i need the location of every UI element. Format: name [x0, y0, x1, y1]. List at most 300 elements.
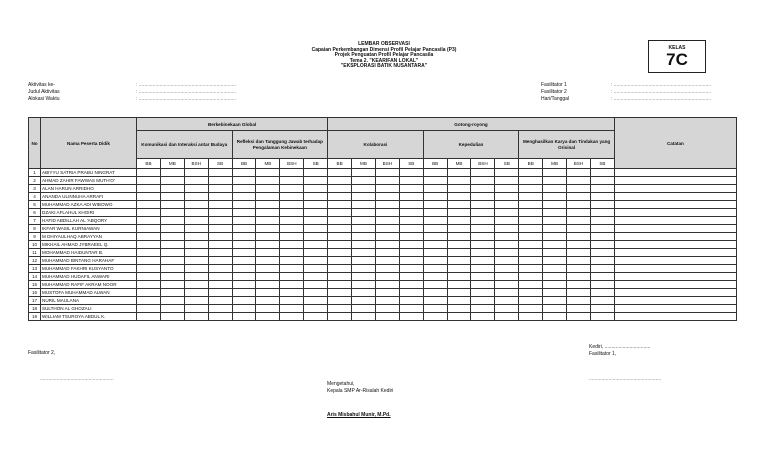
score-cell[interactable]: [375, 289, 399, 297]
score-cell[interactable]: [447, 297, 471, 305]
score-cell[interactable]: [519, 177, 543, 185]
score-cell[interactable]: [256, 273, 280, 281]
score-cell[interactable]: [184, 193, 208, 201]
score-cell[interactable]: [471, 217, 495, 225]
score-cell[interactable]: [590, 257, 614, 265]
score-cell[interactable]: [137, 249, 161, 257]
score-cell[interactable]: [280, 305, 304, 313]
score-cell[interactable]: [567, 289, 591, 297]
score-cell[interactable]: [328, 297, 352, 305]
score-cell[interactable]: [184, 281, 208, 289]
score-cell[interactable]: [423, 185, 447, 193]
score-cell[interactable]: [375, 297, 399, 305]
score-cell[interactable]: [160, 225, 184, 233]
score-cell[interactable]: [280, 185, 304, 193]
score-cell[interactable]: [137, 201, 161, 209]
score-cell[interactable]: [471, 241, 495, 249]
score-cell[interactable]: [399, 241, 423, 249]
score-cell[interactable]: [232, 257, 256, 265]
score-cell[interactable]: [352, 185, 376, 193]
score-cell[interactable]: [137, 241, 161, 249]
score-cell[interactable]: [567, 209, 591, 217]
score-cell[interactable]: [352, 233, 376, 241]
score-cell[interactable]: [590, 177, 614, 185]
score-cell[interactable]: [495, 281, 519, 289]
score-cell[interactable]: [208, 233, 232, 241]
score-cell[interactable]: [423, 225, 447, 233]
score-cell[interactable]: [447, 273, 471, 281]
score-cell[interactable]: [280, 281, 304, 289]
score-cell[interactable]: [184, 185, 208, 193]
score-cell[interactable]: [208, 281, 232, 289]
score-cell[interactable]: [280, 265, 304, 273]
score-cell[interactable]: [543, 249, 567, 257]
score-cell[interactable]: [137, 289, 161, 297]
score-cell[interactable]: [423, 177, 447, 185]
score-cell[interactable]: [447, 289, 471, 297]
score-cell[interactable]: [137, 193, 161, 201]
score-cell[interactable]: [256, 201, 280, 209]
score-cell[interactable]: [590, 169, 614, 177]
score-cell[interactable]: [232, 233, 256, 241]
score-cell[interactable]: [304, 257, 328, 265]
score-cell[interactable]: [208, 297, 232, 305]
notes-cell[interactable]: [614, 225, 736, 233]
score-cell[interactable]: [447, 169, 471, 177]
score-cell[interactable]: [280, 177, 304, 185]
score-cell[interactable]: [304, 209, 328, 217]
score-cell[interactable]: [256, 241, 280, 249]
score-cell[interactable]: [447, 209, 471, 217]
score-cell[interactable]: [519, 193, 543, 201]
score-cell[interactable]: [375, 249, 399, 257]
score-cell[interactable]: [232, 201, 256, 209]
notes-cell[interactable]: [614, 297, 736, 305]
score-cell[interactable]: [495, 297, 519, 305]
score-cell[interactable]: [160, 217, 184, 225]
score-cell[interactable]: [280, 201, 304, 209]
score-cell[interactable]: [543, 297, 567, 305]
score-cell[interactable]: [280, 297, 304, 305]
notes-cell[interactable]: [614, 289, 736, 297]
score-cell[interactable]: [137, 313, 161, 321]
score-cell[interactable]: [423, 209, 447, 217]
score-cell[interactable]: [567, 281, 591, 289]
score-cell[interactable]: [232, 209, 256, 217]
score-cell[interactable]: [160, 177, 184, 185]
score-cell[interactable]: [423, 265, 447, 273]
score-cell[interactable]: [375, 177, 399, 185]
score-cell[interactable]: [447, 313, 471, 321]
score-cell[interactable]: [471, 201, 495, 209]
score-cell[interactable]: [280, 313, 304, 321]
score-cell[interactable]: [304, 185, 328, 193]
score-cell[interactable]: [280, 209, 304, 217]
notes-cell[interactable]: [614, 217, 736, 225]
score-cell[interactable]: [519, 201, 543, 209]
score-cell[interactable]: [352, 289, 376, 297]
score-cell[interactable]: [328, 241, 352, 249]
score-cell[interactable]: [447, 257, 471, 265]
score-cell[interactable]: [208, 265, 232, 273]
score-cell[interactable]: [280, 241, 304, 249]
score-cell[interactable]: [328, 249, 352, 257]
score-cell[interactable]: [447, 241, 471, 249]
score-cell[interactable]: [495, 249, 519, 257]
score-cell[interactable]: [232, 169, 256, 177]
score-cell[interactable]: [519, 241, 543, 249]
notes-cell[interactable]: [614, 305, 736, 313]
score-cell[interactable]: [352, 305, 376, 313]
score-cell[interactable]: [543, 241, 567, 249]
score-cell[interactable]: [160, 201, 184, 209]
score-cell[interactable]: [304, 233, 328, 241]
score-cell[interactable]: [495, 313, 519, 321]
score-cell[interactable]: [471, 177, 495, 185]
score-cell[interactable]: [352, 249, 376, 257]
score-cell[interactable]: [543, 177, 567, 185]
score-cell[interactable]: [543, 193, 567, 201]
score-cell[interactable]: [232, 281, 256, 289]
score-cell[interactable]: [519, 249, 543, 257]
score-cell[interactable]: [375, 281, 399, 289]
score-cell[interactable]: [590, 233, 614, 241]
score-cell[interactable]: [567, 201, 591, 209]
score-cell[interactable]: [543, 217, 567, 225]
score-cell[interactable]: [567, 313, 591, 321]
score-cell[interactable]: [567, 241, 591, 249]
score-cell[interactable]: [256, 185, 280, 193]
score-cell[interactable]: [160, 289, 184, 297]
score-cell[interactable]: [590, 201, 614, 209]
score-cell[interactable]: [160, 241, 184, 249]
score-cell[interactable]: [208, 241, 232, 249]
score-cell[interactable]: [184, 169, 208, 177]
score-cell[interactable]: [160, 169, 184, 177]
score-cell[interactable]: [471, 273, 495, 281]
score-cell[interactable]: [184, 297, 208, 305]
score-cell[interactable]: [280, 225, 304, 233]
score-cell[interactable]: [304, 169, 328, 177]
score-cell[interactable]: [399, 249, 423, 257]
score-cell[interactable]: [399, 193, 423, 201]
score-cell[interactable]: [471, 209, 495, 217]
score-cell[interactable]: [543, 289, 567, 297]
score-cell[interactable]: [423, 257, 447, 265]
score-cell[interactable]: [304, 281, 328, 289]
score-cell[interactable]: [352, 177, 376, 185]
score-cell[interactable]: [519, 257, 543, 265]
score-cell[interactable]: [184, 289, 208, 297]
score-cell[interactable]: [399, 297, 423, 305]
score-cell[interactable]: [519, 217, 543, 225]
score-cell[interactable]: [590, 281, 614, 289]
score-cell[interactable]: [304, 249, 328, 257]
notes-cell[interactable]: [614, 169, 736, 177]
score-cell[interactable]: [232, 241, 256, 249]
score-cell[interactable]: [495, 257, 519, 265]
score-cell[interactable]: [184, 305, 208, 313]
score-cell[interactable]: [471, 233, 495, 241]
score-cell[interactable]: [567, 225, 591, 233]
score-cell[interactable]: [328, 281, 352, 289]
score-cell[interactable]: [328, 313, 352, 321]
score-cell[interactable]: [543, 273, 567, 281]
score-cell[interactable]: [137, 225, 161, 233]
score-cell[interactable]: [567, 185, 591, 193]
score-cell[interactable]: [567, 193, 591, 201]
score-cell[interactable]: [495, 217, 519, 225]
score-cell[interactable]: [160, 233, 184, 241]
score-cell[interactable]: [495, 305, 519, 313]
score-cell[interactable]: [280, 233, 304, 241]
score-cell[interactable]: [543, 305, 567, 313]
score-cell[interactable]: [328, 193, 352, 201]
score-cell[interactable]: [495, 169, 519, 177]
score-cell[interactable]: [256, 193, 280, 201]
score-cell[interactable]: [423, 305, 447, 313]
score-cell[interactable]: [184, 201, 208, 209]
score-cell[interactable]: [304, 217, 328, 225]
score-cell[interactable]: [232, 305, 256, 313]
score-cell[interactable]: [423, 249, 447, 257]
score-cell[interactable]: [519, 281, 543, 289]
score-cell[interactable]: [184, 225, 208, 233]
score-cell[interactable]: [208, 305, 232, 313]
score-cell[interactable]: [208, 209, 232, 217]
score-cell[interactable]: [280, 257, 304, 265]
score-cell[interactable]: [447, 193, 471, 201]
score-cell[interactable]: [543, 257, 567, 265]
score-cell[interactable]: [328, 265, 352, 273]
score-cell[interactable]: [352, 241, 376, 249]
notes-cell[interactable]: [614, 257, 736, 265]
score-cell[interactable]: [447, 281, 471, 289]
score-cell[interactable]: [543, 233, 567, 241]
score-cell[interactable]: [375, 193, 399, 201]
score-cell[interactable]: [304, 193, 328, 201]
score-cell[interactable]: [399, 273, 423, 281]
score-cell[interactable]: [471, 297, 495, 305]
score-cell[interactable]: [352, 265, 376, 273]
score-cell[interactable]: [232, 225, 256, 233]
score-cell[interactable]: [352, 297, 376, 305]
score-cell[interactable]: [137, 169, 161, 177]
score-cell[interactable]: [208, 193, 232, 201]
score-cell[interactable]: [160, 273, 184, 281]
score-cell[interactable]: [399, 217, 423, 225]
score-cell[interactable]: [423, 201, 447, 209]
score-cell[interactable]: [208, 217, 232, 225]
score-cell[interactable]: [567, 297, 591, 305]
score-cell[interactable]: [590, 297, 614, 305]
score-cell[interactable]: [256, 233, 280, 241]
score-cell[interactable]: [280, 169, 304, 177]
score-cell[interactable]: [328, 217, 352, 225]
score-cell[interactable]: [471, 313, 495, 321]
score-cell[interactable]: [328, 257, 352, 265]
score-cell[interactable]: [256, 169, 280, 177]
score-cell[interactable]: [208, 249, 232, 257]
score-cell[interactable]: [471, 185, 495, 193]
score-cell[interactable]: [471, 257, 495, 265]
score-cell[interactable]: [232, 265, 256, 273]
score-cell[interactable]: [208, 289, 232, 297]
score-cell[interactable]: [447, 185, 471, 193]
score-cell[interactable]: [495, 185, 519, 193]
score-cell[interactable]: [567, 169, 591, 177]
score-cell[interactable]: [352, 257, 376, 265]
score-cell[interactable]: [519, 185, 543, 193]
score-cell[interactable]: [160, 209, 184, 217]
score-cell[interactable]: [184, 249, 208, 257]
score-cell[interactable]: [375, 201, 399, 209]
score-cell[interactable]: [160, 185, 184, 193]
score-cell[interactable]: [232, 185, 256, 193]
score-cell[interactable]: [495, 225, 519, 233]
score-cell[interactable]: [590, 289, 614, 297]
score-cell[interactable]: [256, 177, 280, 185]
score-cell[interactable]: [423, 217, 447, 225]
score-cell[interactable]: [137, 185, 161, 193]
score-cell[interactable]: [495, 201, 519, 209]
score-cell[interactable]: [352, 201, 376, 209]
score-cell[interactable]: [352, 209, 376, 217]
score-cell[interactable]: [567, 273, 591, 281]
score-cell[interactable]: [375, 217, 399, 225]
score-cell[interactable]: [447, 177, 471, 185]
notes-cell[interactable]: [614, 201, 736, 209]
score-cell[interactable]: [208, 185, 232, 193]
score-cell[interactable]: [423, 193, 447, 201]
score-cell[interactable]: [543, 169, 567, 177]
score-cell[interactable]: [519, 313, 543, 321]
score-cell[interactable]: [590, 193, 614, 201]
score-cell[interactable]: [256, 305, 280, 313]
score-cell[interactable]: [423, 281, 447, 289]
score-cell[interactable]: [137, 281, 161, 289]
score-cell[interactable]: [232, 193, 256, 201]
score-cell[interactable]: [232, 289, 256, 297]
score-cell[interactable]: [160, 257, 184, 265]
score-cell[interactable]: [208, 257, 232, 265]
score-cell[interactable]: [232, 177, 256, 185]
score-cell[interactable]: [567, 217, 591, 225]
score-cell[interactable]: [328, 177, 352, 185]
notes-cell[interactable]: [614, 249, 736, 257]
score-cell[interactable]: [352, 281, 376, 289]
score-cell[interactable]: [399, 177, 423, 185]
score-cell[interactable]: [256, 297, 280, 305]
score-cell[interactable]: [256, 257, 280, 265]
score-cell[interactable]: [399, 185, 423, 193]
score-cell[interactable]: [304, 289, 328, 297]
score-cell[interactable]: [543, 225, 567, 233]
score-cell[interactable]: [304, 273, 328, 281]
score-cell[interactable]: [447, 217, 471, 225]
score-cell[interactable]: [137, 257, 161, 265]
score-cell[interactable]: [590, 185, 614, 193]
score-cell[interactable]: [328, 209, 352, 217]
score-cell[interactable]: [208, 273, 232, 281]
score-cell[interactable]: [184, 265, 208, 273]
score-cell[interactable]: [280, 289, 304, 297]
score-cell[interactable]: [590, 249, 614, 257]
score-cell[interactable]: [519, 273, 543, 281]
score-cell[interactable]: [184, 177, 208, 185]
score-cell[interactable]: [375, 185, 399, 193]
score-cell[interactable]: [399, 225, 423, 233]
score-cell[interactable]: [232, 313, 256, 321]
score-cell[interactable]: [184, 273, 208, 281]
score-cell[interactable]: [543, 209, 567, 217]
score-cell[interactable]: [590, 265, 614, 273]
score-cell[interactable]: [375, 169, 399, 177]
score-cell[interactable]: [590, 313, 614, 321]
score-cell[interactable]: [543, 185, 567, 193]
score-cell[interactable]: [256, 289, 280, 297]
score-cell[interactable]: [447, 225, 471, 233]
score-cell[interactable]: [447, 265, 471, 273]
score-cell[interactable]: [232, 217, 256, 225]
score-cell[interactable]: [590, 305, 614, 313]
score-cell[interactable]: [280, 249, 304, 257]
score-cell[interactable]: [137, 297, 161, 305]
score-cell[interactable]: [423, 273, 447, 281]
score-cell[interactable]: [399, 201, 423, 209]
score-cell[interactable]: [256, 281, 280, 289]
score-cell[interactable]: [495, 209, 519, 217]
score-cell[interactable]: [184, 241, 208, 249]
score-cell[interactable]: [184, 257, 208, 265]
score-cell[interactable]: [543, 201, 567, 209]
score-cell[interactable]: [590, 273, 614, 281]
score-cell[interactable]: [447, 201, 471, 209]
score-cell[interactable]: [423, 169, 447, 177]
score-cell[interactable]: [375, 233, 399, 241]
score-cell[interactable]: [160, 305, 184, 313]
notes-cell[interactable]: [614, 281, 736, 289]
score-cell[interactable]: [471, 169, 495, 177]
score-cell[interactable]: [352, 217, 376, 225]
score-cell[interactable]: [543, 281, 567, 289]
score-cell[interactable]: [375, 241, 399, 249]
score-cell[interactable]: [160, 313, 184, 321]
score-cell[interactable]: [328, 169, 352, 177]
score-cell[interactable]: [328, 273, 352, 281]
score-cell[interactable]: [328, 289, 352, 297]
score-cell[interactable]: [304, 313, 328, 321]
score-cell[interactable]: [304, 241, 328, 249]
score-cell[interactable]: [519, 265, 543, 273]
score-cell[interactable]: [137, 305, 161, 313]
score-cell[interactable]: [160, 193, 184, 201]
notes-cell[interactable]: [614, 273, 736, 281]
score-cell[interactable]: [137, 209, 161, 217]
score-cell[interactable]: [232, 297, 256, 305]
score-cell[interactable]: [423, 313, 447, 321]
score-cell[interactable]: [352, 313, 376, 321]
score-cell[interactable]: [423, 241, 447, 249]
score-cell[interactable]: [137, 217, 161, 225]
score-cell[interactable]: [590, 241, 614, 249]
score-cell[interactable]: [495, 273, 519, 281]
notes-cell[interactable]: [614, 177, 736, 185]
score-cell[interactable]: [256, 265, 280, 273]
score-cell[interactable]: [208, 177, 232, 185]
score-cell[interactable]: [208, 201, 232, 209]
score-cell[interactable]: [256, 217, 280, 225]
